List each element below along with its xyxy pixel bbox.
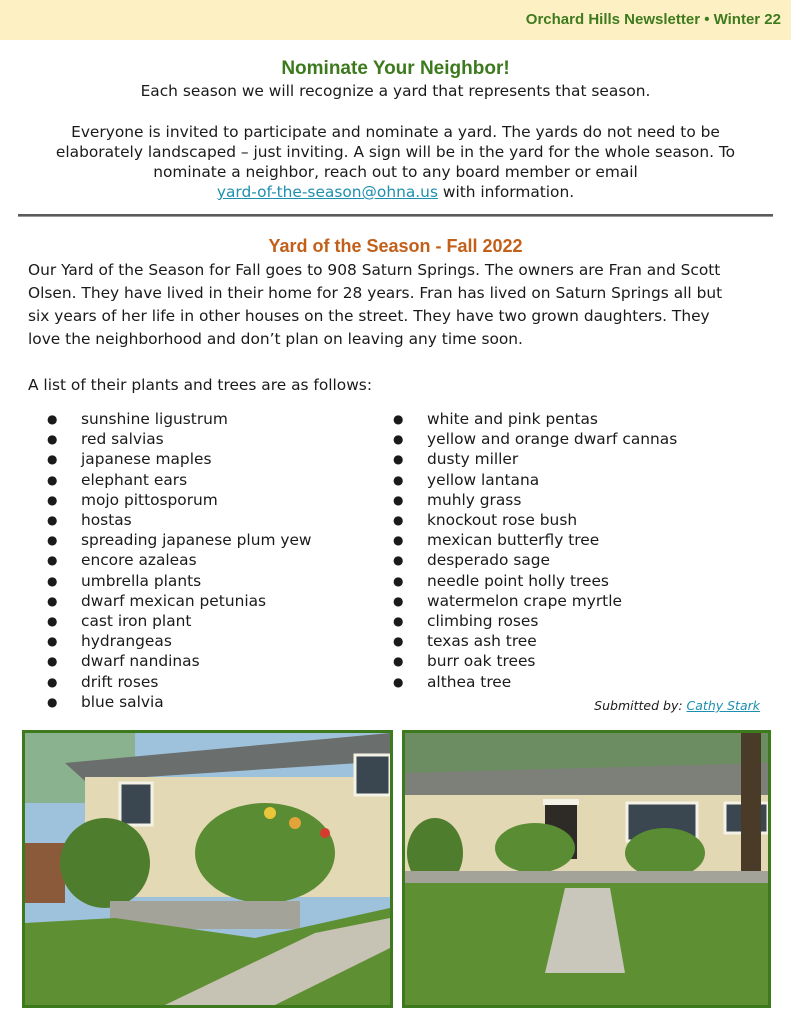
house-photo-left bbox=[22, 730, 393, 1008]
plant-list-item: ● watermelon crape myrtle bbox=[393, 591, 677, 611]
plant-list-item: ● yellow lantana bbox=[393, 470, 677, 490]
plant-list-item: ● climbing roses bbox=[393, 611, 677, 631]
plant-list-item: ● hydrangeas bbox=[47, 631, 312, 651]
plant-list-item: ● dusty miller bbox=[393, 449, 677, 469]
submitted-by bbox=[594, 698, 760, 713]
plant-list-intro: A list of their plants and trees are as follows: bbox=[28, 376, 373, 394]
submitted-label: Submitted by: bbox=[594, 698, 687, 713]
header-bar bbox=[0, 0, 791, 40]
nominate-para-line-3: nominate a neighbor, reach out to any board member or email bbox=[153, 163, 638, 181]
plant-list-right bbox=[393, 409, 677, 692]
plant-list-item: ● knockout rose bush bbox=[393, 510, 677, 530]
nominate-email-link[interactable]: yard-of-the-season@ohna.us bbox=[216, 183, 438, 201]
plant-list-item: ● desperado sage bbox=[393, 550, 677, 570]
plant-list-item: ● encore azaleas bbox=[47, 550, 312, 570]
plant-list-item: ● dwarf nandinas bbox=[47, 651, 312, 671]
section-divider bbox=[18, 214, 773, 217]
yard-para-line-2: Olsen. They have lived in their home for 28 years. Fran has lived on Saturn Springs all but bbox=[28, 284, 723, 302]
submitter-link[interactable]: Cathy Stark bbox=[686, 698, 760, 713]
plant-list-item: ● muhly grass bbox=[393, 490, 677, 510]
plant-list-item: ● spreading japanese plum yew bbox=[47, 530, 312, 550]
plant-list-item: ● needle point holly trees bbox=[393, 571, 677, 591]
plant-list-item: ● dwarf mexican petunias bbox=[47, 591, 312, 611]
plant-list-item: ● hostas bbox=[47, 510, 312, 530]
plant-list-item: ● texas ash tree bbox=[393, 631, 677, 651]
plant-list-item: ● elephant ears bbox=[47, 470, 312, 490]
plant-list-item: ● sunshine ligustrum bbox=[47, 409, 312, 429]
plant-list-item: ● mojo pittosporum bbox=[47, 490, 312, 510]
plant-list-item: ● blue salvia bbox=[47, 692, 312, 712]
nominate-intro: Each season we will recognize a yard that represents that season. bbox=[140, 82, 651, 100]
yard-of-season-title: Yard of the Season - Fall 2022 bbox=[268, 236, 523, 256]
yard-para-line-1: Our Yard of the Season for Fall goes to 908 Saturn Springs. The owners are Fran and Scott bbox=[28, 261, 721, 279]
plant-list-item: ● japanese maples bbox=[47, 449, 312, 469]
plant-list-item: ● burr oak trees bbox=[393, 651, 677, 671]
nominate-email-line bbox=[30, 182, 761, 202]
plant-list-item: ● umbrella plants bbox=[47, 571, 312, 591]
newsletter-title: Orchard Hills Newsletter • Winter 22 bbox=[525, 11, 781, 28]
plant-list-left bbox=[47, 409, 312, 712]
yard-para-line-4: love the neighborhood and don’t plan on leaving any time soon. bbox=[28, 330, 523, 348]
plant-list-item: ● drift roses bbox=[47, 672, 312, 692]
plant-list-item: ● white and pink pentas bbox=[393, 409, 677, 429]
nominate-para-line-1: Everyone is invited to participate and nominate a yard. The yards do not need to be bbox=[71, 123, 720, 141]
nominate-title: Nominate Your Neighbor! bbox=[281, 58, 510, 79]
plant-list-item: ● yellow and orange dwarf cannas bbox=[393, 429, 677, 449]
nominate-para-line-2: elaborately landscaped – just inviting. A sign will be in the yard for the whole season. To bbox=[55, 143, 736, 161]
plant-list-item: ● cast iron plant bbox=[47, 611, 312, 631]
plant-list-item: ● althea tree bbox=[393, 672, 677, 692]
plant-list-item: ● mexican butterfly tree bbox=[393, 530, 677, 550]
email-suffix: with information. bbox=[437, 183, 575, 201]
house-photo-right-image bbox=[405, 733, 768, 1005]
house-photo-left-image bbox=[25, 733, 390, 1005]
plant-list-item: ● red salvias bbox=[47, 429, 312, 449]
house-photo-right bbox=[402, 730, 771, 1008]
yard-para-line-3: six years of her life in other houses on the street. They have two grown daughters. They bbox=[28, 307, 710, 325]
